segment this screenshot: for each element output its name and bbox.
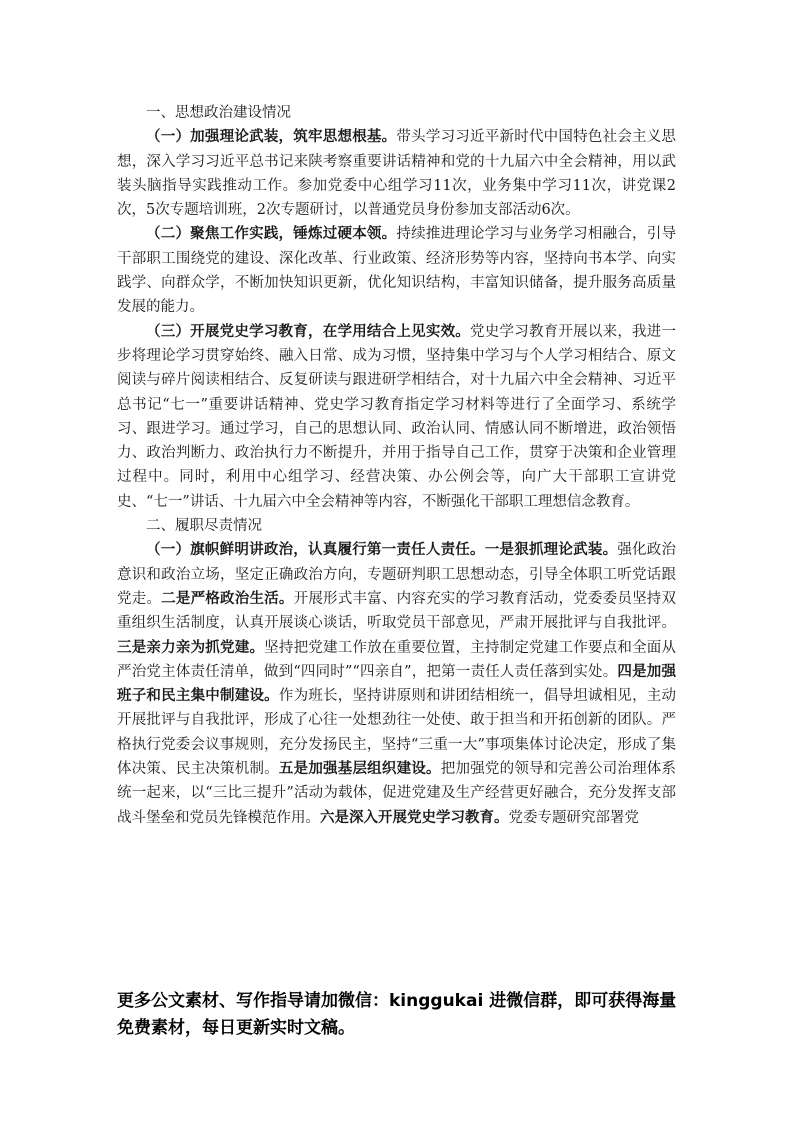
paragraph-text: 党史学习教育开展以来，我进一步将理论学习贯穿始终、融入日常、成为习惯，坚持集中学习与个人学习相结合、原文阅读与碎片阅读相结合、反复研读与跟进研学相结合，对十九届六中全会精神、习近平总书记“七一”重要讲话精神、党史学习教育指定学习材料等进行了全面学习、系统学习、跟进学习。通过学习，自己的思想认同、政治认同、情感认同不断增进，政治领悟力、政治判断力、政治执行力不断提升，并用于指导自己工作，贯穿于决策和企业管理过程中。同时，利用中心组学习、经营决策、办公例会等，向广大干部职工宣讲党史、“七一”讲话、十九届六中全会精神等内容，不断强化干部职工理想信念教育。: [117, 323, 677, 510]
paragraph-1-1: [117, 125, 676, 222]
paragraph-1-3: [117, 320, 676, 514]
paragraph-lead: （三）开展党史学习教育，在学用结合上见实效。: [146, 322, 471, 340]
paragraph-lead: （二）聚焦工作实践，锤炼过硬本领。: [146, 225, 397, 243]
paragraph-point: 四是加强班子和民主集中制建设。: [117, 662, 677, 705]
paragraph-text: 把加强党的领导和完善公司治理体系统一起来，以“三比三提升”活动为载体，促进党建及生产经营更好融合，充分发挥支部战斗堡垒和党员先锋模范作用。: [117, 761, 677, 826]
paragraph-text: 开展形式丰富、内容充实的学习教育活动，党委委员坚持双重组织生活制度，认真开展谈心谈话，听取党员干部意见，严肃开展批评与自我批评。: [117, 590, 677, 632]
paragraph-point: 六是深入开展党史学习教育。: [320, 808, 509, 826]
footer-promo-text: 更多公文素材、写作指导请加微信：kinggukai 进微信群，即可获得海量免费素材，每日更新实时文稿。: [117, 991, 677, 1038]
paragraph-text: 坚持把党建工作放在重要位置，主持制定党建工作要点和全面从严治党主体责任清单，做到“四同时”“四亲自”，把第一责任人责任落到实处。: [117, 639, 677, 680]
paragraph-2-1: [117, 538, 676, 830]
paragraph-text: 强化政治意识和政治立场，坚定正确政治方向，专题研判职工思想动态，引导全体职工听党话跟党走。: [117, 542, 676, 607]
document-body: [117, 101, 676, 830]
paragraph-text: 带头学习习近平新时代中国特色社会主义思想，深入学习习近平总书记来陕考察重要讲话精神和党的十九届六中全会精神，用以武装头脑指导实践推动工作。参加党委中心组学习11次，业务集中学习11次，讲党课2次，5次专题培训班，2次专题研讨，以普通党员身份参加支部活动6次。: [117, 129, 677, 219]
paragraph-lead: （一）旗帜鲜明讲政治，认真履行第一责任人责任。一是狠抓理论武装。: [146, 541, 618, 559]
paragraph-point: 三是亲力亲为抓党建。: [117, 638, 265, 656]
paragraph-lead: （一）加强理论武装，筑牢思想根基。: [146, 128, 397, 146]
section-heading-2: 二、履职尽责情况: [146, 518, 262, 535]
paragraph-text: 持续推进理论学习与业务学习相融合，引导干部职工围绕党的建设、深化改革、行业政策、经济形势等内容，坚持向书本学、向实践学、向群众学，不断加快知识更新，优化知识结构，丰富知识储备，提升服务高质量发展的能力。: [117, 226, 677, 316]
section-heading-1: 一、思想政治建设情况: [146, 105, 291, 121]
paragraph-point: 五是加强基层组织建设。: [278, 760, 441, 778]
paragraph-point: 二是严格政治生活。: [161, 589, 294, 607]
paragraph-text: 党委专题研究部署党: [508, 809, 639, 826]
paragraph-1-2: [117, 222, 676, 319]
paragraph-text: 作为班长，坚持讲原则和讲团结相统一，倡导坦诚相见，主动开展批评与自我批评，形成了心往一处想劲往一处使、敢于担当和开拓创新的团队。严格执行党委会议事规则，充分发扬民主，坚持“三重一大”事项集体讨论决定，形成了集体决策、民主决策机制。: [117, 688, 677, 778]
